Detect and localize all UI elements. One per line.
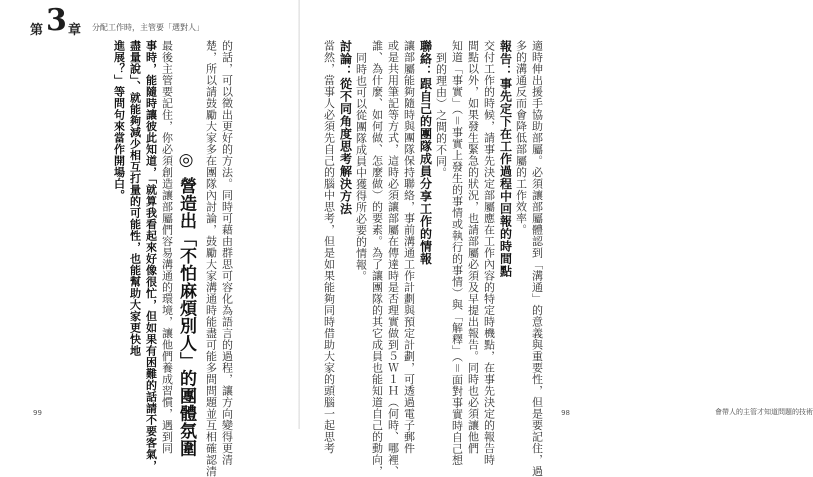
right-page bbox=[300, 0, 813, 477]
chapter-number: 3 bbox=[46, 3, 67, 38]
right-column-8: 聯絡：跟自己的團隊成員分享工作的情報 bbox=[418, 40, 433, 265]
right-page-number: 98 bbox=[561, 409, 570, 417]
chapter-header bbox=[30, 3, 270, 40]
right-column-12: 同時也可以從團隊成員中獲得所必要的情報。 bbox=[354, 52, 368, 282]
right-column-13: 討論：從不同角度思考解決方法 bbox=[338, 40, 353, 215]
left-column-3: 事時，能隨時讓彼此知道，「就算我看起來好像很忙，但如果有困難的話請不要客氣， bbox=[144, 40, 158, 472]
right-column-3: 報告：事先定下在工作過程中回報的時間點 bbox=[498, 40, 513, 278]
left-page-number: 99 bbox=[33, 409, 42, 417]
right-column-7: 到的理由）之間的不同。 bbox=[434, 52, 448, 179]
left-page bbox=[0, 0, 299, 477]
right-column-5: 間點以外，如果發生緊急的狀況，也請部屬必須及早提出報告。同時也必須讓他們 bbox=[466, 40, 480, 454]
left-column-5: ◎ 營造出「不怕麻煩別人」的團體氛圍 bbox=[176, 150, 196, 457]
right-column-11: 誰、為什麼、如何做、怎麼做）的要素。為了讓團隊的其它成員也能知道自己的動向， bbox=[370, 40, 384, 477]
right-column-2: 多的溝通反而會降低部屬的工作效率。 bbox=[514, 40, 528, 236]
left-column-2: 盡量說」、就能夠減少相互打量的可能性，也能幫助大家更快地 bbox=[128, 40, 142, 357]
left-column-6: 楚，所以請鼓勵大家多在團隊內討論，鼓勵大家溝通時能盡可能多問問題並互相確認清 bbox=[204, 40, 218, 477]
left-column-1: 進展？」等問句來當作開場白。 bbox=[112, 40, 126, 201]
right-column-1: 適時伸出援手協助部屬。必須讓部屬體認到「溝通」的意義與重要性，但是要記住，過 bbox=[530, 40, 544, 477]
chapter-subtitle: 分配工作時，主管要「選對人」 bbox=[92, 23, 204, 32]
right-column-10: 或是共用筆記等方式，這時必須讓部屬在傳達時是否理實做到５Ｗ１Ｈ（何時、哪裡、 bbox=[386, 40, 400, 477]
right-column-4: 交付工作的時候，請事先決定部屬應在工作內容的特定時機點，在事先決定的報告時 bbox=[482, 40, 496, 466]
left-column-4: 最後主管要記住，你必須創造讓部屬們容易溝通的環境，讓他們養成習慣，遇到同 bbox=[160, 40, 174, 454]
running-head: 會帶人的主管才知道問題的技術 bbox=[715, 408, 813, 416]
left-column-7: 的話，可以徵出更好的方法。同時可藉由群思可容化為語言的過程，讓方向變得更清 bbox=[220, 40, 234, 466]
chapter-suffix: 章 bbox=[68, 23, 82, 38]
chapter-prefix: 第 bbox=[30, 23, 44, 38]
right-column-9: 讓部屬能夠隨時與團隊保持聯絡，事前溝通工作計劃與預定計劃，可透過電子郵件 bbox=[402, 40, 416, 454]
right-column-6: 知道「事實」（＝事實上發生的事情或執行的事情）與「解釋」（＝面對事實時自己想 bbox=[450, 40, 464, 466]
right-column-14: 當然，當事人必須先自己的腦中思考，但是如果能夠同時借助大家的頭腦一起思考 bbox=[322, 40, 336, 454]
